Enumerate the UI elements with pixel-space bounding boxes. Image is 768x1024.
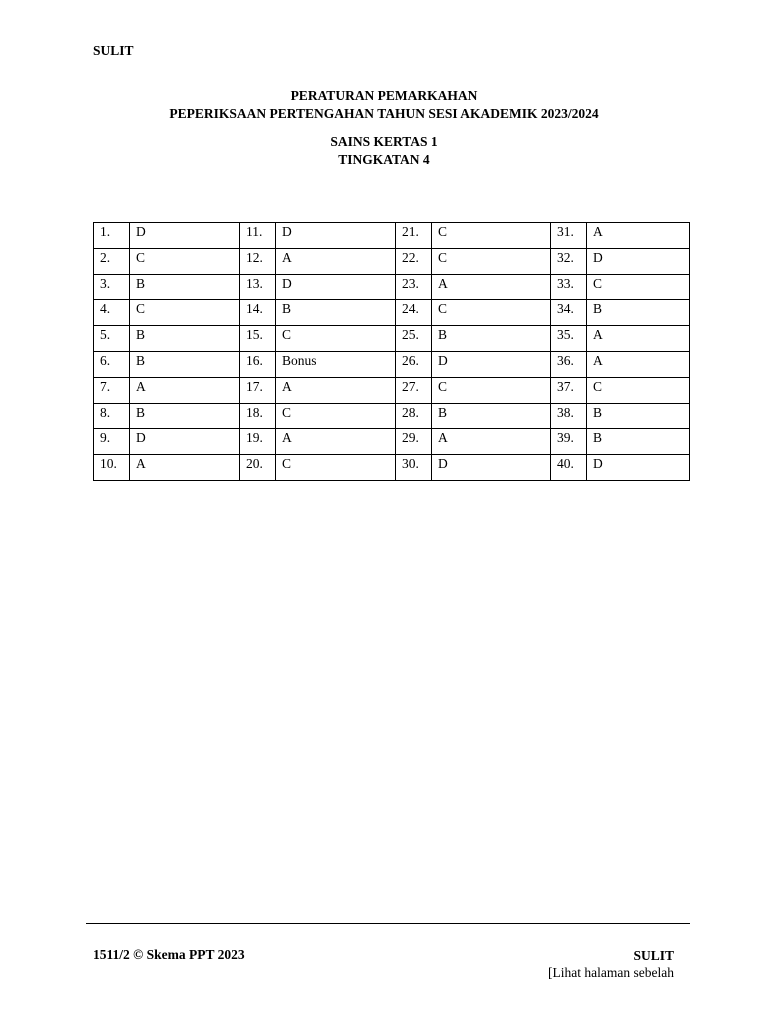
question-number-cell: 30.	[396, 455, 432, 481]
answer-cell: B	[432, 326, 551, 352]
answer-cell: C	[432, 377, 551, 403]
answer-cell: A	[587, 223, 690, 249]
subject-heading	[0, 133, 768, 169]
question-number-cell: 6.	[94, 351, 130, 377]
form-level: TINGKATAN 4	[338, 152, 430, 167]
answer-key-table	[93, 222, 690, 481]
title-line-1: PERATURAN PEMARKAHAN	[290, 88, 478, 103]
answer-cell: B	[587, 429, 690, 455]
question-number-cell: 35.	[551, 326, 587, 352]
question-number-cell: 5.	[94, 326, 130, 352]
answer-cell: B	[587, 300, 690, 326]
subject-name: SAINS KERTAS 1	[330, 134, 438, 149]
question-number-cell: 36.	[551, 351, 587, 377]
question-number-cell: 32.	[551, 248, 587, 274]
question-number-cell: 7.	[94, 377, 130, 403]
question-number-cell: 17.	[240, 377, 276, 403]
classification-label-bottom: SULIT	[633, 948, 674, 963]
table-row	[94, 377, 690, 403]
question-number-cell: 26.	[396, 351, 432, 377]
question-number-cell: 11.	[240, 223, 276, 249]
answer-cell: C	[587, 274, 690, 300]
question-number-cell: 33.	[551, 274, 587, 300]
answer-cell: C	[276, 403, 396, 429]
question-number-cell: 21.	[396, 223, 432, 249]
answer-cell: D	[276, 274, 396, 300]
answer-cell: C	[587, 377, 690, 403]
question-number-cell: 16.	[240, 351, 276, 377]
question-number-cell: 2.	[94, 248, 130, 274]
table-row	[94, 274, 690, 300]
question-number-cell: 14.	[240, 300, 276, 326]
table-row	[94, 351, 690, 377]
table-row	[94, 300, 690, 326]
answer-cell: B	[130, 351, 240, 377]
question-number-cell: 38.	[551, 403, 587, 429]
question-number-cell: 13.	[240, 274, 276, 300]
table-row	[94, 223, 690, 249]
question-number-cell: 20.	[240, 455, 276, 481]
answer-key-body	[94, 223, 690, 481]
table-row	[94, 455, 690, 481]
answer-cell: A	[130, 455, 240, 481]
answer-cell: D	[432, 455, 551, 481]
answer-cell: C	[276, 455, 396, 481]
table-row	[94, 326, 690, 352]
table-row	[94, 429, 690, 455]
question-number-cell: 19.	[240, 429, 276, 455]
question-number-cell: 10.	[94, 455, 130, 481]
answer-cell: A	[130, 377, 240, 403]
question-number-cell: 8.	[94, 403, 130, 429]
question-number-cell: 18.	[240, 403, 276, 429]
answer-cell: D	[130, 429, 240, 455]
answer-cell: A	[432, 274, 551, 300]
question-number-cell: 34.	[551, 300, 587, 326]
answer-cell: A	[276, 429, 396, 455]
answer-cell: A	[587, 326, 690, 352]
answer-cell: B	[276, 300, 396, 326]
answer-cell: A	[276, 377, 396, 403]
classification-label-top: SULIT	[93, 43, 134, 58]
question-number-cell: 31.	[551, 223, 587, 249]
question-number-cell: 39.	[551, 429, 587, 455]
question-number-cell: 23.	[396, 274, 432, 300]
answer-cell: C	[276, 326, 396, 352]
question-number-cell: 3.	[94, 274, 130, 300]
title-line-2: PEPERIKSAAN PERTENGAHAN TAHUN SESI AKADEMIK 2023/2024	[169, 106, 599, 121]
question-number-cell: 40.	[551, 455, 587, 481]
question-number-cell: 37.	[551, 377, 587, 403]
table-row	[94, 248, 690, 274]
answer-cell: A	[587, 351, 690, 377]
question-number-cell: 29.	[396, 429, 432, 455]
answer-cell: C	[130, 300, 240, 326]
question-number-cell: 24.	[396, 300, 432, 326]
answer-cell: B	[130, 403, 240, 429]
footer-right-block	[548, 947, 674, 981]
question-number-cell: 25.	[396, 326, 432, 352]
answer-cell: D	[587, 248, 690, 274]
answer-cell: B	[432, 403, 551, 429]
answer-cell: B	[130, 326, 240, 352]
question-number-cell: 4.	[94, 300, 130, 326]
question-number-cell: 9.	[94, 429, 130, 455]
answer-cell: C	[130, 248, 240, 274]
answer-cell: D	[587, 455, 690, 481]
answer-cell: C	[432, 300, 551, 326]
question-number-cell: 15.	[240, 326, 276, 352]
question-number-cell: 1.	[94, 223, 130, 249]
document-title	[0, 87, 768, 123]
answer-cell: A	[276, 248, 396, 274]
answer-cell: D	[432, 351, 551, 377]
answer-cell: B	[587, 403, 690, 429]
answer-cell: A	[432, 429, 551, 455]
next-page-note: [Lihat halaman sebelah	[548, 965, 674, 980]
question-number-cell: 12.	[240, 248, 276, 274]
answer-cell: D	[276, 223, 396, 249]
footer-divider	[86, 923, 690, 924]
footer-document-code: 1511/2 © Skema PPT 2023	[93, 947, 245, 962]
answer-cell: B	[130, 274, 240, 300]
answer-cell: Bonus	[276, 351, 396, 377]
question-number-cell: 27.	[396, 377, 432, 403]
question-number-cell: 28.	[396, 403, 432, 429]
question-number-cell: 22.	[396, 248, 432, 274]
answer-cell: C	[432, 248, 551, 274]
answer-cell: D	[130, 223, 240, 249]
answer-cell: C	[432, 223, 551, 249]
table-row	[94, 403, 690, 429]
